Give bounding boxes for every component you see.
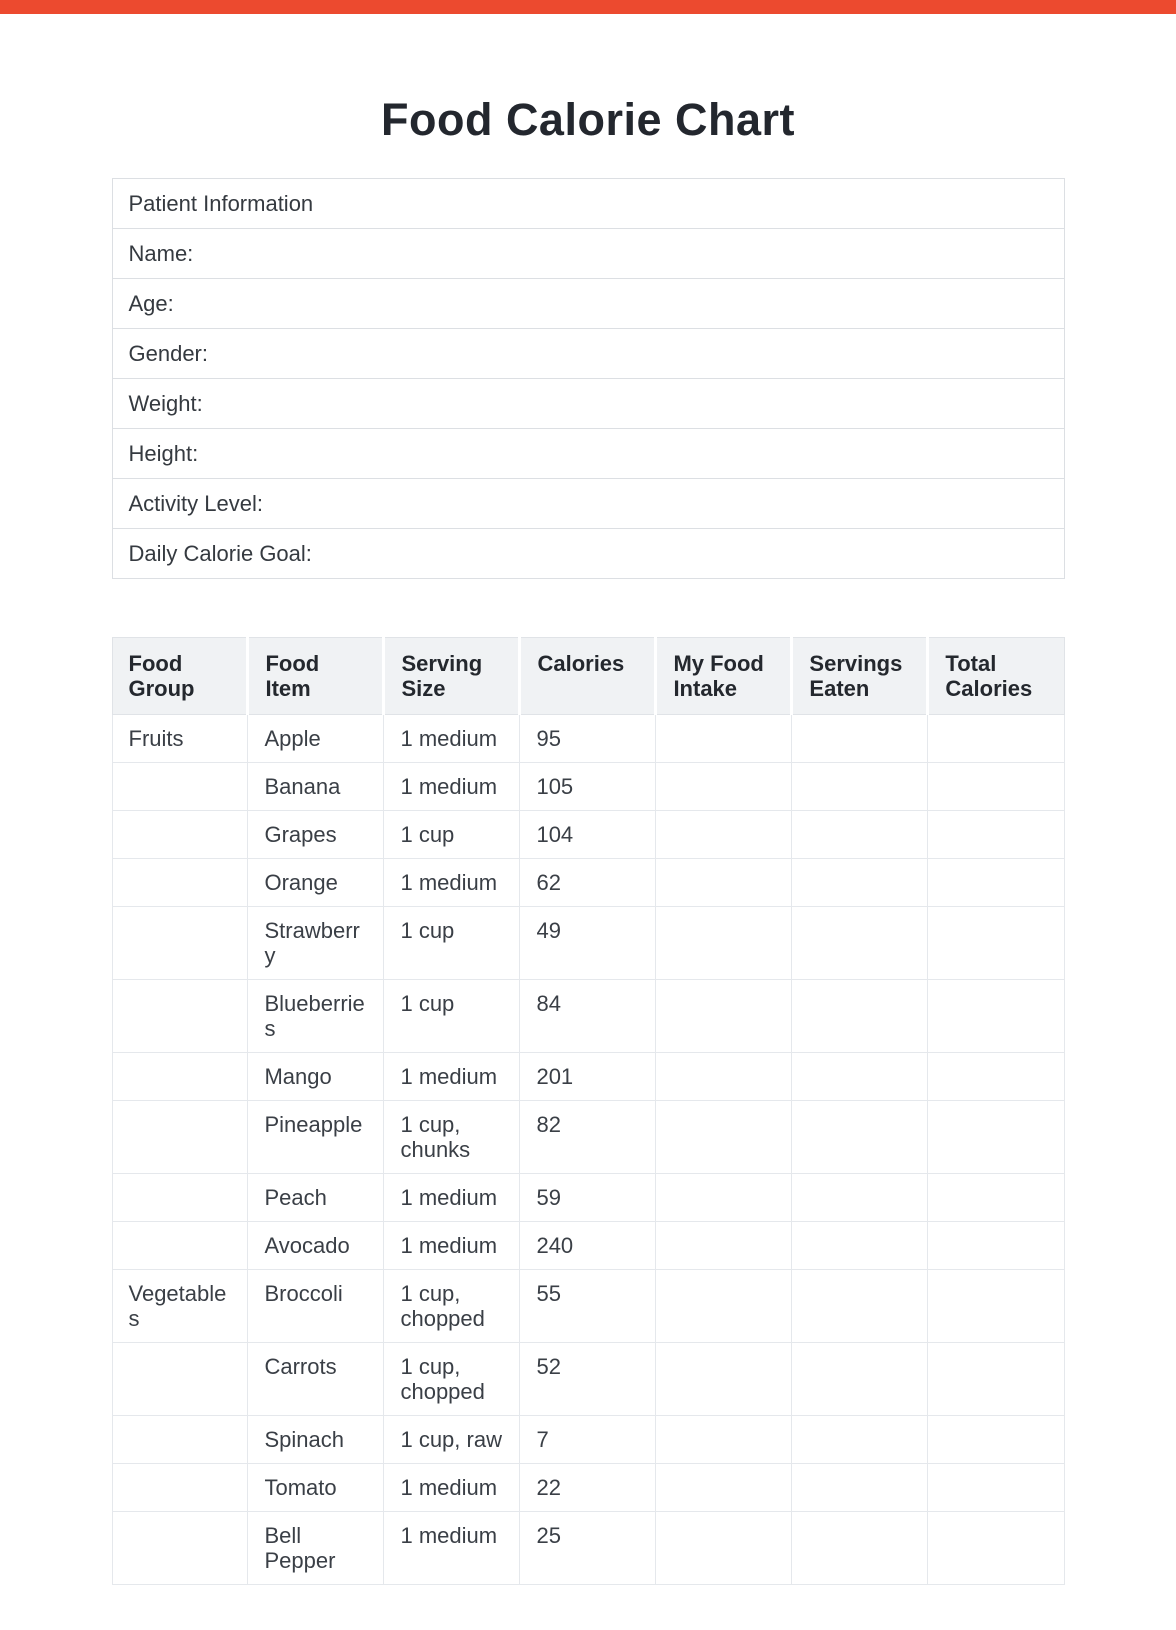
cell-food-group [112, 1416, 248, 1464]
cell-total-calories [928, 859, 1064, 907]
table-row [112, 1053, 1064, 1101]
cell-food-group [112, 980, 248, 1053]
cell-total-calories [928, 1512, 1064, 1585]
cell-serving-size: 1 cup [384, 907, 520, 980]
cell-my-food-intake [656, 811, 792, 859]
food-table-body [112, 715, 1064, 1585]
cell-servings-eaten [792, 980, 928, 1053]
table-row [112, 1343, 1064, 1416]
cell-food-group [112, 1343, 248, 1416]
cell-calories: 201 [520, 1053, 656, 1101]
cell-calories: 95 [520, 715, 656, 763]
table-row [112, 529, 1064, 579]
cell-total-calories [928, 1343, 1064, 1416]
cell-servings-eaten [792, 1222, 928, 1270]
cell-my-food-intake [656, 763, 792, 811]
cell-serving-size: 1 cup, chopped [384, 1343, 520, 1416]
cell-my-food-intake [656, 1464, 792, 1512]
cell-food-group [112, 859, 248, 907]
cell-servings-eaten [792, 715, 928, 763]
cell-serving-size: 1 cup, chunks [384, 1101, 520, 1174]
table-row [112, 1101, 1064, 1174]
cell-food-group: Fruits [112, 715, 248, 763]
table-row [112, 329, 1064, 379]
cell-food-group [112, 1053, 248, 1101]
table-row [112, 1270, 1064, 1343]
cell-serving-size: 1 cup, raw [384, 1416, 520, 1464]
cell-calories: 105 [520, 763, 656, 811]
cell-total-calories [928, 1101, 1064, 1174]
table-row [112, 811, 1064, 859]
cell-servings-eaten [792, 1416, 928, 1464]
cell-food-item: Strawberry [248, 907, 384, 980]
cell-food-item: Grapes [248, 811, 384, 859]
cell-servings-eaten [792, 1270, 928, 1343]
table-row [112, 763, 1064, 811]
cell-calories: 240 [520, 1222, 656, 1270]
column-header-serving-size: Serving Size [384, 638, 520, 715]
cell-food-item: Spinach [248, 1416, 384, 1464]
cell-calories: 84 [520, 980, 656, 1053]
table-row [112, 429, 1064, 479]
table-row [112, 1222, 1064, 1270]
table-row [112, 229, 1064, 279]
column-header-food-group: Food Group [112, 638, 248, 715]
cell-calories: 55 [520, 1270, 656, 1343]
cell-total-calories [928, 763, 1064, 811]
column-header-my-food-intake: My Food Intake [656, 638, 792, 715]
cell-food-item: Mango [248, 1053, 384, 1101]
cell-food-item: Orange [248, 859, 384, 907]
cell-serving-size: 1 medium [384, 1512, 520, 1585]
table-row [112, 980, 1064, 1053]
cell-food-group [112, 1512, 248, 1585]
table-row [112, 279, 1064, 329]
column-header-food-item: Food Item [248, 638, 384, 715]
column-header-calories: Calories [520, 638, 656, 715]
table-row [112, 1464, 1064, 1512]
document-content [112, 178, 1065, 1585]
cell-food-group [112, 1222, 248, 1270]
table-row [112, 479, 1064, 529]
cell-food-group [112, 811, 248, 859]
cell-my-food-intake [656, 907, 792, 980]
cell-serving-size: 1 medium [384, 715, 520, 763]
cell-my-food-intake [656, 1512, 792, 1585]
patient-info-table [112, 178, 1065, 579]
cell-food-item: Tomato [248, 1464, 384, 1512]
cell-servings-eaten [792, 1174, 928, 1222]
cell-serving-size: 1 medium [384, 763, 520, 811]
cell-my-food-intake [656, 1101, 792, 1174]
patient-height-field: Height: [112, 429, 1064, 479]
cell-food-item: Avocado [248, 1222, 384, 1270]
top-accent-bar [0, 0, 1176, 14]
table-row [112, 907, 1064, 980]
patient-gender-field: Gender: [112, 329, 1064, 379]
patient-activity-level-field: Activity Level: [112, 479, 1064, 529]
cell-food-item: Peach [248, 1174, 384, 1222]
cell-servings-eaten [792, 1101, 928, 1174]
cell-total-calories [928, 980, 1064, 1053]
cell-food-item: Carrots [248, 1343, 384, 1416]
cell-food-item: Pineapple [248, 1101, 384, 1174]
cell-servings-eaten [792, 763, 928, 811]
cell-food-group: Vegetables [112, 1270, 248, 1343]
table-row [112, 859, 1064, 907]
cell-food-item: Bell Pepper [248, 1512, 384, 1585]
cell-servings-eaten [792, 1464, 928, 1512]
cell-food-group [112, 1101, 248, 1174]
cell-calories: 22 [520, 1464, 656, 1512]
cell-servings-eaten [792, 811, 928, 859]
cell-total-calories [928, 715, 1064, 763]
cell-food-group [112, 907, 248, 980]
cell-calories: 62 [520, 859, 656, 907]
cell-serving-size: 1 medium [384, 1222, 520, 1270]
patient-calorie-goal-field: Daily Calorie Goal: [112, 529, 1064, 579]
cell-my-food-intake [656, 1222, 792, 1270]
page-title: Food Calorie Chart [380, 94, 796, 145]
table-row [112, 715, 1064, 763]
cell-food-item: Apple [248, 715, 384, 763]
cell-calories: 82 [520, 1101, 656, 1174]
table-row [112, 179, 1064, 229]
patient-weight-field: Weight: [112, 379, 1064, 429]
cell-serving-size: 1 cup [384, 811, 520, 859]
cell-my-food-intake [656, 859, 792, 907]
column-header-total-calories: Total Calories [928, 638, 1064, 715]
cell-serving-size: 1 cup [384, 980, 520, 1053]
cell-calories: 7 [520, 1416, 656, 1464]
cell-calories: 25 [520, 1512, 656, 1585]
cell-my-food-intake [656, 1416, 792, 1464]
cell-serving-size: 1 cup, chopped [384, 1270, 520, 1343]
cell-total-calories [928, 1053, 1064, 1101]
cell-food-group [112, 1464, 248, 1512]
cell-total-calories [928, 1464, 1064, 1512]
table-row [112, 379, 1064, 429]
cell-serving-size: 1 medium [384, 1464, 520, 1512]
cell-total-calories [928, 1222, 1064, 1270]
cell-servings-eaten [792, 1053, 928, 1101]
column-header-servings-eaten: Servings Eaten [792, 638, 928, 715]
cell-my-food-intake [656, 715, 792, 763]
table-row [112, 1512, 1064, 1585]
cell-total-calories [928, 1416, 1064, 1464]
cell-total-calories [928, 811, 1064, 859]
cell-my-food-intake [656, 1270, 792, 1343]
cell-servings-eaten [792, 1512, 928, 1585]
cell-calories: 52 [520, 1343, 656, 1416]
cell-total-calories [928, 1174, 1064, 1222]
cell-calories: 49 [520, 907, 656, 980]
cell-food-group [112, 763, 248, 811]
cell-total-calories [928, 907, 1064, 980]
patient-name-field: Name: [112, 229, 1064, 279]
cell-food-item: Blueberries [248, 980, 384, 1053]
cell-my-food-intake [656, 1343, 792, 1416]
cell-serving-size: 1 medium [384, 1053, 520, 1101]
table-row [112, 1416, 1064, 1464]
cell-servings-eaten [792, 859, 928, 907]
cell-my-food-intake [656, 1053, 792, 1101]
cell-total-calories [928, 1270, 1064, 1343]
table-header-row [112, 638, 1064, 715]
cell-calories: 59 [520, 1174, 656, 1222]
patient-age-field: Age: [112, 279, 1064, 329]
cell-my-food-intake [656, 1174, 792, 1222]
cell-servings-eaten [792, 907, 928, 980]
patient-info-section-header: Patient Information [112, 179, 1064, 229]
cell-serving-size: 1 medium [384, 1174, 520, 1222]
cell-food-group [112, 1174, 248, 1222]
cell-serving-size: 1 medium [384, 859, 520, 907]
cell-my-food-intake [656, 980, 792, 1053]
table-row [112, 1174, 1064, 1222]
cell-food-item: Broccoli [248, 1270, 384, 1343]
cell-servings-eaten [792, 1343, 928, 1416]
cell-food-item: Banana [248, 763, 384, 811]
cell-calories: 104 [520, 811, 656, 859]
food-calorie-table [112, 637, 1065, 1585]
